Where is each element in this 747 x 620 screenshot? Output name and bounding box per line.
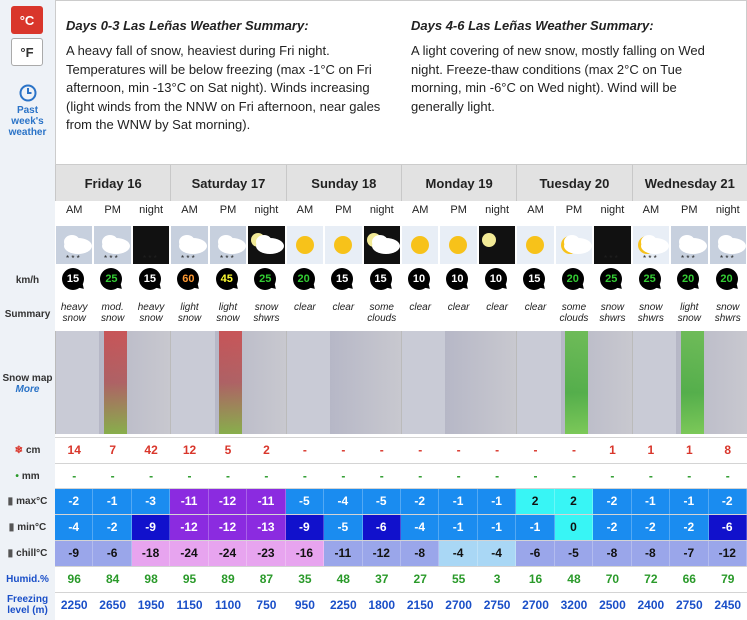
past-weather-label: Past week's weather bbox=[8, 105, 47, 138]
wind-indicator[interactable] bbox=[254, 268, 278, 292]
snow-cloud-icon[interactable] bbox=[171, 226, 207, 264]
summary-left-title: Days 0-3 Las Leñas Weather Summary: bbox=[66, 18, 309, 33]
summary-right-title: Days 4-6 Las Leñas Weather Summary: bbox=[411, 18, 654, 33]
map-sea bbox=[171, 331, 214, 434]
rain-value[interactable]: - bbox=[571, 469, 576, 483]
weather-summary bbox=[55, 0, 747, 165]
freezing-value[interactable]: 1100 bbox=[214, 598, 241, 612]
day-header[interactable]: Monday 19 bbox=[401, 165, 516, 201]
row-divider bbox=[55, 463, 747, 464]
max-row-label[interactable] bbox=[0, 488, 55, 514]
humid-value[interactable]: 79 bbox=[721, 572, 735, 586]
wind-indicator[interactable] bbox=[177, 268, 201, 292]
map-sea bbox=[56, 331, 99, 434]
sun-snow-cloud-icon[interactable] bbox=[633, 226, 669, 264]
wind-indicator[interactable] bbox=[216, 268, 240, 292]
snow-night-icon[interactable] bbox=[594, 226, 630, 264]
rain-value[interactable]: - bbox=[687, 469, 692, 483]
snow-cloud-icon[interactable] bbox=[56, 226, 92, 264]
rain-value[interactable]: - bbox=[72, 469, 77, 483]
wind-speed: 15 bbox=[331, 268, 353, 290]
wind-indicator[interactable] bbox=[639, 268, 663, 292]
snow-value[interactable]: 2 bbox=[263, 443, 270, 457]
wind-indicator[interactable] bbox=[293, 268, 317, 292]
humid-value[interactable]: 37 bbox=[375, 572, 389, 586]
weather-summary-text[interactable]: clear bbox=[332, 302, 355, 313]
snow-value[interactable]: 42 bbox=[144, 443, 158, 457]
freezing-value[interactable]: 2150 bbox=[406, 598, 434, 612]
rain-value[interactable]: - bbox=[341, 469, 346, 483]
chill-value[interactable]: -12 bbox=[363, 540, 401, 566]
day-header[interactable]: Tuesday 20 bbox=[516, 165, 631, 201]
period-label[interactable]: AM bbox=[181, 204, 198, 216]
weather-summary-text[interactable]: snow shwrs bbox=[714, 302, 741, 324]
snow-cloud-icon[interactable] bbox=[210, 226, 246, 264]
past-weather-link[interactable] bbox=[0, 84, 55, 138]
weather-summary-text[interactable]: light snow bbox=[177, 302, 202, 324]
row-divider bbox=[55, 566, 747, 567]
snow-value[interactable]: 14 bbox=[67, 443, 81, 457]
max-value[interactable]: -1 bbox=[670, 488, 708, 514]
wind-indicator[interactable] bbox=[100, 268, 124, 292]
sun-icon[interactable] bbox=[517, 226, 553, 264]
sun-cloud-icon[interactable] bbox=[556, 226, 592, 264]
chill-value[interactable]: -4 bbox=[478, 540, 516, 566]
humid-value[interactable]: 84 bbox=[105, 572, 120, 586]
wind-speed: 10 bbox=[485, 268, 507, 290]
period-label[interactable]: night bbox=[369, 204, 394, 216]
humid-value[interactable]: 16 bbox=[528, 572, 543, 586]
map-sea bbox=[402, 331, 445, 434]
row-divider bbox=[55, 592, 747, 593]
day-header[interactable]: Sunday 18 bbox=[286, 165, 401, 201]
wind-speed: 15 bbox=[370, 268, 392, 290]
wind-speed: 20 bbox=[562, 268, 584, 290]
day-header[interactable]: Saturday 17 bbox=[170, 165, 285, 201]
svg-text:* * *: * * * bbox=[681, 254, 695, 263]
snow-night-icon[interactable] bbox=[133, 226, 169, 264]
wind-speed: 10 bbox=[446, 268, 468, 290]
min-value[interactable]: -6 bbox=[709, 514, 747, 540]
min-value[interactable]: -5 bbox=[324, 514, 362, 540]
max-value[interactable]: -1 bbox=[632, 488, 670, 514]
min-value[interactable]: -1 bbox=[439, 514, 477, 540]
wind-indicator[interactable] bbox=[370, 268, 394, 292]
chill-value[interactable]: -24 bbox=[209, 540, 247, 566]
min-value[interactable]: -2 bbox=[670, 514, 708, 540]
map-snow-band bbox=[681, 331, 704, 434]
rain-value[interactable]: - bbox=[225, 469, 230, 483]
weather-summary-text[interactable]: clear bbox=[486, 302, 508, 313]
snow-value[interactable]: 8 bbox=[724, 443, 732, 457]
wind-speed: 25 bbox=[639, 268, 661, 290]
svg-text:* * *: * * * bbox=[719, 254, 734, 263]
min-value[interactable]: -2 bbox=[632, 514, 670, 540]
humid-value[interactable]: 66 bbox=[682, 572, 696, 586]
snow-map-more-link[interactable]: More bbox=[15, 384, 40, 395]
wind-indicator[interactable] bbox=[600, 268, 624, 292]
snow-map-tile[interactable] bbox=[632, 331, 747, 434]
min-value[interactable]: -1 bbox=[478, 514, 516, 540]
period-label[interactable]: AM bbox=[296, 204, 314, 216]
wind-indicator[interactable] bbox=[485, 268, 509, 292]
row-label-text: cm bbox=[25, 444, 41, 456]
map-sea bbox=[517, 331, 560, 434]
chill-value[interactable]: -6 bbox=[516, 540, 554, 566]
min-value[interactable]: -12 bbox=[209, 514, 247, 540]
rain-value[interactable]: - bbox=[418, 469, 423, 483]
wind-speed: 60 bbox=[177, 268, 199, 290]
chill-value[interactable]: -23 bbox=[247, 540, 285, 566]
wind-indicator[interactable] bbox=[62, 268, 86, 292]
period-label[interactable]: PM bbox=[104, 204, 121, 216]
chill-value[interactable]: -5 bbox=[555, 540, 593, 566]
period-label[interactable]: night bbox=[715, 204, 740, 216]
weather-summary-text[interactable]: mod. snow bbox=[100, 302, 125, 324]
period-label[interactable]: night bbox=[600, 204, 625, 216]
row-label-text: chill°C bbox=[16, 547, 48, 559]
humid-value[interactable]: 48 bbox=[567, 572, 581, 586]
wind-indicator[interactable] bbox=[139, 268, 163, 292]
freezing-value[interactable]: 2500 bbox=[599, 598, 626, 612]
wind-speed: 20 bbox=[677, 268, 699, 290]
snow-value[interactable]: - bbox=[571, 443, 576, 457]
freezing-value[interactable]: 2700 bbox=[522, 598, 549, 612]
period-label[interactable]: PM bbox=[450, 204, 467, 216]
rain-value[interactable]: - bbox=[110, 469, 115, 483]
min-value[interactable]: -12 bbox=[170, 514, 208, 540]
summary-days-0-3 bbox=[66, 18, 386, 135]
weather-summary-text[interactable]: snow shwrs bbox=[637, 302, 664, 324]
day-header[interactable]: Wednesday 21 bbox=[632, 165, 747, 201]
max-value[interactable]: -1 bbox=[478, 488, 516, 514]
wind-indicator[interactable] bbox=[677, 268, 701, 292]
rain-value[interactable]: - bbox=[533, 469, 538, 483]
map-snow-band bbox=[565, 331, 588, 434]
wind-speed: 25 bbox=[600, 268, 622, 290]
rain-value[interactable]: - bbox=[302, 469, 307, 483]
min-value[interactable]: -9 bbox=[132, 514, 170, 540]
min-value[interactable]: -6 bbox=[363, 514, 401, 540]
weather-summary-text[interactable]: light snow bbox=[216, 302, 240, 324]
summary-days-4-6 bbox=[411, 18, 731, 116]
wind-indicator[interactable] bbox=[446, 268, 470, 292]
chill-value[interactable]: -7 bbox=[670, 540, 708, 566]
snow-value[interactable]: - bbox=[456, 443, 461, 457]
rain-value[interactable]: - bbox=[725, 469, 730, 483]
chill-value[interactable]: -8 bbox=[632, 540, 670, 566]
freezing-value[interactable]: 2650 bbox=[99, 598, 126, 612]
min-value[interactable]: -4 bbox=[55, 514, 93, 540]
snow-map-tile[interactable] bbox=[286, 331, 401, 434]
chill-row-label[interactable] bbox=[0, 540, 55, 566]
humid-value[interactable]: 98 bbox=[144, 572, 158, 586]
svg-text:* * *: * * * bbox=[104, 254, 119, 263]
wind-label: km/h bbox=[15, 275, 40, 286]
freezing-value[interactable]: 3200 bbox=[560, 598, 588, 612]
period-label[interactable]: AM bbox=[527, 204, 544, 216]
row-label-text: Humid.% bbox=[6, 573, 49, 585]
chill-value[interactable]: -12 bbox=[709, 540, 747, 566]
sun-icon[interactable] bbox=[325, 226, 361, 264]
freezing-value[interactable]: 950 bbox=[294, 598, 315, 612]
snow-value[interactable]: - bbox=[302, 443, 307, 457]
row-divider bbox=[55, 514, 747, 515]
map-snow-band bbox=[104, 331, 127, 434]
min-row-label[interactable] bbox=[0, 514, 55, 540]
weather-summary-text[interactable]: heavy snow bbox=[137, 302, 165, 324]
period-label[interactable]: AM bbox=[642, 204, 660, 216]
wind-speed: 20 bbox=[293, 268, 315, 290]
rain-value[interactable]: - bbox=[456, 469, 461, 483]
weather-summary-text[interactable]: some clouds bbox=[559, 302, 589, 324]
svg-text:* * *: * * * bbox=[142, 254, 157, 263]
period-label[interactable]: PM bbox=[565, 204, 583, 216]
wind-indicator[interactable] bbox=[408, 268, 432, 292]
weather-summary-text[interactable]: snow shwrs bbox=[599, 302, 626, 324]
clock-icon bbox=[19, 84, 37, 102]
period-label[interactable]: PM bbox=[219, 204, 237, 216]
wind-speed: 45 bbox=[216, 268, 238, 290]
map-sea bbox=[633, 331, 676, 434]
svg-text:* * *: * * * bbox=[642, 254, 657, 263]
snow-value[interactable]: 1 bbox=[609, 443, 616, 457]
snow-value[interactable]: - bbox=[341, 443, 346, 457]
celsius-button[interactable]: °C bbox=[11, 6, 43, 34]
wind-speed: 20 bbox=[716, 268, 738, 290]
period-label[interactable]: AM bbox=[65, 204, 83, 216]
summary-right-text: A light covering of new snow, mostly falling on Wed night. Freeze-thaw conditions (max 2°C on Tue morning, min -6°C on Wed night). Wind will be generally light. bbox=[411, 43, 705, 114]
map-sea bbox=[287, 331, 330, 434]
snowflake-icon: ❄ bbox=[14, 444, 23, 456]
freezing-value[interactable]: 2700 bbox=[445, 598, 472, 612]
chill-value[interactable]: -24 bbox=[170, 540, 208, 566]
min-value[interactable]: -2 bbox=[93, 514, 131, 540]
freezing-row-label[interactable] bbox=[0, 592, 55, 618]
snow-map-tile[interactable] bbox=[516, 331, 631, 434]
humid-value[interactable]: 96 bbox=[67, 572, 81, 586]
rain-value[interactable]: - bbox=[264, 469, 269, 483]
freezing-value[interactable]: 1800 bbox=[368, 598, 396, 612]
sun-icon[interactable] bbox=[440, 226, 476, 264]
row-label-text: mm bbox=[21, 470, 40, 482]
period-label[interactable]: night bbox=[254, 204, 279, 216]
min-value[interactable]: -2 bbox=[593, 514, 631, 540]
humid-value[interactable]: 55 bbox=[451, 572, 466, 586]
wind-speed: 25 bbox=[254, 268, 276, 290]
snow-value[interactable]: - bbox=[379, 443, 384, 457]
weather-summary-text[interactable]: snow shwrs bbox=[253, 302, 280, 324]
row-label-text: min°C bbox=[17, 521, 47, 533]
humid-value[interactable]: 89 bbox=[221, 572, 235, 586]
sun-icon[interactable] bbox=[287, 226, 323, 264]
period-label[interactable]: night bbox=[139, 204, 164, 216]
max-value[interactable]: -5 bbox=[286, 488, 324, 514]
freezing-value[interactable]: 2450 bbox=[714, 598, 742, 612]
max-value[interactable]: -2 bbox=[593, 488, 631, 514]
humid-row-label[interactable] bbox=[0, 566, 55, 592]
moon-icon[interactable] bbox=[479, 226, 515, 264]
max-value[interactable]: -1 bbox=[93, 488, 131, 514]
snow-map-tile[interactable] bbox=[55, 331, 170, 434]
humid-value[interactable]: 48 bbox=[336, 572, 350, 586]
summary-label: Summary bbox=[4, 309, 51, 320]
max-value[interactable]: -2 bbox=[55, 488, 93, 514]
max-value[interactable]: -3 bbox=[132, 488, 170, 514]
humid-value[interactable]: 70 bbox=[605, 572, 620, 586]
humid-value[interactable]: 72 bbox=[644, 572, 658, 586]
max-value[interactable]: -1 bbox=[439, 488, 477, 514]
snow-value[interactable]: - bbox=[495, 443, 500, 457]
humid-value[interactable]: 95 bbox=[182, 572, 197, 586]
chill-value[interactable]: -16 bbox=[286, 540, 324, 566]
row-label-text: max°C bbox=[16, 495, 48, 507]
wind-speed: 15 bbox=[62, 268, 84, 290]
rain-value[interactable]: - bbox=[379, 469, 384, 483]
max-value[interactable]: -12 bbox=[209, 488, 247, 514]
svg-text:* * *: * * * bbox=[604, 254, 618, 263]
max-value[interactable]: -4 bbox=[324, 488, 362, 514]
thermometer-icon: ▮ bbox=[7, 495, 14, 507]
period-label[interactable]: AM bbox=[411, 204, 429, 216]
weather-summary-text[interactable]: clear bbox=[409, 302, 432, 313]
min-value[interactable]: -9 bbox=[286, 514, 324, 540]
max-value[interactable]: -11 bbox=[247, 488, 285, 514]
weather-summary-text[interactable]: some clouds bbox=[367, 302, 397, 324]
chill-value[interactable]: -11 bbox=[324, 540, 362, 566]
snow-value[interactable]: 5 bbox=[224, 443, 232, 457]
svg-text:* * *: * * * bbox=[181, 254, 196, 263]
min-value[interactable]: -4 bbox=[401, 514, 439, 540]
min-value[interactable]: 0 bbox=[555, 514, 593, 540]
row-divider bbox=[55, 488, 747, 489]
snow-value[interactable]: - bbox=[533, 443, 538, 457]
rain-value[interactable]: - bbox=[610, 469, 615, 483]
min-value[interactable]: -1 bbox=[516, 514, 554, 540]
period-label[interactable]: PM bbox=[681, 204, 698, 216]
chill-value[interactable]: -8 bbox=[593, 540, 631, 566]
snow-value[interactable]: 12 bbox=[182, 443, 197, 457]
max-value[interactable]: -2 bbox=[709, 488, 747, 514]
thermometer-icon: ▮ bbox=[8, 521, 15, 533]
snow-map-tile[interactable] bbox=[170, 331, 285, 434]
chill-value[interactable]: -9 bbox=[55, 540, 93, 566]
freezing-value[interactable]: 1950 bbox=[137, 598, 165, 612]
wind-indicator[interactable] bbox=[562, 268, 586, 292]
snow-map-label: Snow map bbox=[2, 373, 53, 384]
humid-value[interactable]: 87 bbox=[259, 572, 274, 586]
freezing-value[interactable]: 750 bbox=[256, 598, 277, 612]
snow-value[interactable]: 1 bbox=[647, 443, 655, 457]
raindrop-icon: • bbox=[15, 470, 19, 482]
snow-map-tile[interactable] bbox=[401, 331, 516, 434]
max-value[interactable]: -11 bbox=[170, 488, 208, 514]
map-snow-band bbox=[219, 331, 242, 434]
snow-cloud-icon[interactable] bbox=[710, 226, 746, 264]
min-value[interactable]: -13 bbox=[247, 514, 285, 540]
rain-value[interactable]: - bbox=[648, 469, 653, 483]
freezing-value[interactable]: 2750 bbox=[483, 598, 511, 612]
weather-summary-text[interactable]: heavy snow bbox=[60, 302, 88, 324]
max-value[interactable]: -5 bbox=[363, 488, 401, 514]
max-value[interactable]: 2 bbox=[516, 488, 554, 514]
freezing-value[interactable]: 2250 bbox=[329, 598, 357, 612]
row-divider bbox=[55, 437, 747, 438]
row-label-text: Freezing level (m) bbox=[6, 594, 49, 616]
max-value[interactable]: 2 bbox=[555, 488, 593, 514]
chill-value[interactable]: -6 bbox=[93, 540, 131, 566]
wind-speed: 10 bbox=[408, 268, 430, 290]
max-value[interactable]: -2 bbox=[401, 488, 439, 514]
rain-row-label[interactable] bbox=[0, 463, 55, 489]
period-label[interactable]: PM bbox=[335, 204, 352, 216]
day-header[interactable]: Friday 16 bbox=[55, 165, 170, 201]
freezing-value[interactable]: 2400 bbox=[637, 598, 665, 612]
wind-indicator[interactable] bbox=[331, 268, 355, 292]
moon-cloud-icon[interactable] bbox=[364, 226, 400, 264]
snow-row-label[interactable] bbox=[0, 437, 55, 463]
wind-speed: 25 bbox=[100, 268, 122, 290]
snow-cloud-icon[interactable] bbox=[671, 226, 707, 264]
rain-value[interactable]: - bbox=[495, 469, 500, 483]
wind-indicator[interactable] bbox=[523, 268, 547, 292]
freezing-value[interactable]: 2750 bbox=[675, 598, 703, 612]
humid-value[interactable]: 27 bbox=[413, 572, 427, 586]
rain-value[interactable]: - bbox=[187, 469, 192, 483]
wind-speed: 15 bbox=[139, 268, 161, 290]
svg-text:* * *: * * * bbox=[219, 254, 234, 263]
thermometer-icon: ▮ bbox=[7, 547, 14, 559]
chill-value[interactable]: -18 bbox=[132, 540, 170, 566]
moon-cloud-icon[interactable] bbox=[248, 226, 284, 264]
snow-value[interactable]: - bbox=[418, 443, 423, 457]
sun-icon[interactable] bbox=[402, 226, 438, 264]
snow-value[interactable]: 7 bbox=[109, 443, 116, 457]
freezing-value[interactable]: 1150 bbox=[176, 598, 203, 612]
row-divider bbox=[55, 540, 747, 541]
wind-indicator[interactable] bbox=[716, 268, 740, 292]
weather-summary-text[interactable]: clear bbox=[524, 302, 547, 313]
snow-cloud-icon[interactable] bbox=[94, 226, 130, 264]
humid-value[interactable]: 35 bbox=[298, 572, 312, 586]
wind-speed: 15 bbox=[523, 268, 545, 290]
summary-left-text: A heavy fall of snow, heaviest during Fri night. Temperatures will be below freezing (max -1°C on Fri afternoon, min -13°C on Sat night). Winds increasing (light winds from the NNW on Fri afternoon, near gales from the WNW by Sat morning). bbox=[66, 43, 381, 132]
rain-value[interactable]: - bbox=[149, 469, 154, 483]
weather-summary-text[interactable]: clear bbox=[294, 302, 316, 313]
chill-value[interactable]: -8 bbox=[401, 540, 439, 566]
weather-summary-text[interactable]: light snow bbox=[677, 302, 701, 324]
svg-text:* * *: * * * bbox=[66, 254, 80, 263]
snow-value[interactable]: 1 bbox=[685, 443, 693, 457]
freezing-value[interactable]: 2250 bbox=[60, 598, 88, 612]
weather-summary-text[interactable]: clear bbox=[447, 302, 470, 313]
humid-value[interactable]: 3 bbox=[493, 572, 501, 586]
chill-value[interactable]: -4 bbox=[439, 540, 477, 566]
period-label[interactable]: night bbox=[485, 204, 510, 216]
fahrenheit-button[interactable]: °F bbox=[11, 38, 43, 66]
